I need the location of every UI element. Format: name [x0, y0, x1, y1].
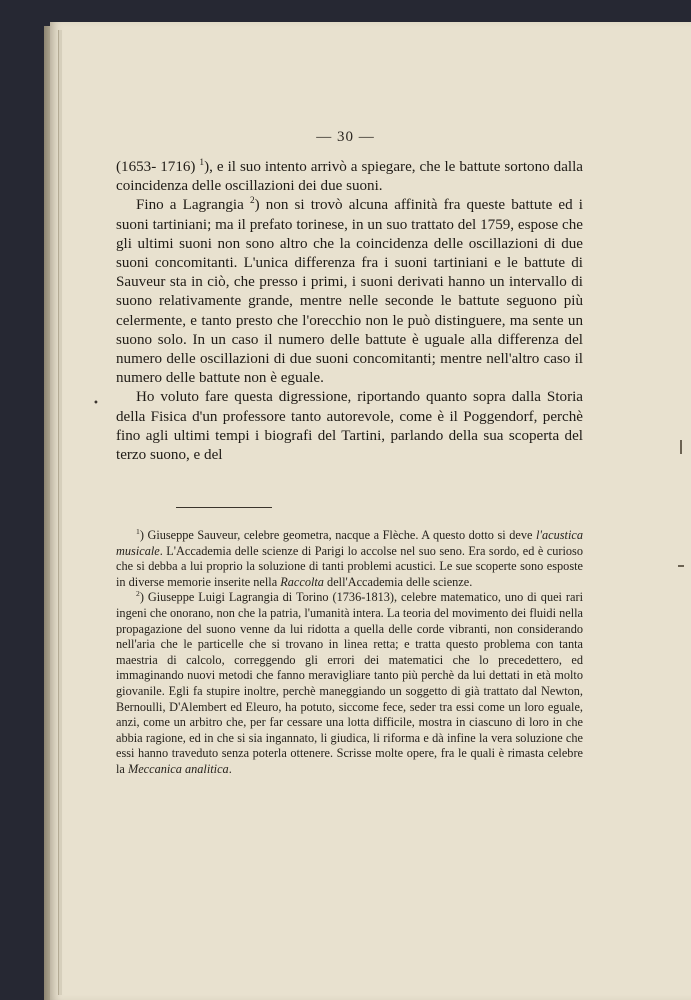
footnotes	[116, 528, 583, 778]
footnote-ref-1: 1	[199, 157, 205, 168]
footnote-separator	[176, 507, 272, 508]
footnote-1-italic: l'acustica musicale	[116, 528, 583, 558]
paragraph-2-text-a: Fino a Lagrangia	[136, 197, 250, 214]
footnote-1-text-b: . L'Accademia delle scienze di Parigi lo accolse nel suo seno. Era sordo, ed è curioso che si debba a lui proprio la soluzione di tanti problemi acustici. Le sue scoperte sono esposte in diverse memorie inserite nella	[116, 543, 583, 589]
paragraph-1-text-a: (1653- 1716)	[116, 159, 200, 175]
main-text	[116, 158, 583, 465]
margin-dot: •	[93, 398, 99, 409]
paragraph-2	[116, 196, 583, 388]
footnote-1-text-c: dell'Accademia delle scienze.	[323, 574, 473, 589]
footnote-ref-2: 2	[249, 196, 255, 207]
paragraph-1-text-b: ), e il suo intento arrivò a spiegare, che le battute sortono dalla coincidenza delle oscillazioni dei due suoni.	[116, 159, 583, 195]
margin-mark	[680, 440, 682, 454]
paragraph-1	[116, 158, 583, 196]
page-number: — 30 —	[316, 129, 375, 145]
page-stack-edge	[58, 30, 62, 995]
footnote-2-text-a: ) Giuseppe Luigi Lagrangia di Torino (1736-1813), celebre matematico, uno di quei rari ingeni che onorano, non che la patria, l'umanità intera. La teoria del movimento dei fluidi nella propagazione del suono venne da lui ridotta a quella delle corde vibranti, non considerando nell'aria che le particelle che si trovano in linea retta; e tratta questo problema con tanta maestria di calcolo, correggendo gli errori dei matematici che lo precedettero, ed immaginando nuovi metodi che fanno meravigliare tanto più perchè da lui dettati in età molto giovanile. Egli fa stupire inoltre, perchè maneggiando un soggetto di già trattato dal Newton, Bernoulli, D'Alembert ed Eleuro, ha potuto, siccome fece, seder tra essi come un loro eguale, anzi, come un arbitro che, per far cessare una lotta difficile, mostra in ciascuno di loro in che abbia ragione, ed in che si sia ingannato, li giudica, li riforma e dà infine la vera soluzione che essi hanno traveduto senza poterla ottenere. Scrisse molte opere, fra le quali è rimasta celebre la	[116, 590, 583, 776]
footnote-1-text-a: ) Giuseppe Sauveur, celebre geometra, nacque a Flèche. A questo dotto si deve	[139, 528, 536, 542]
footnote-2	[116, 590, 583, 777]
footnote-2-marker: 2	[136, 589, 140, 599]
paragraph-3: Ho voluto fare questa digressione, riportando quanto sopra dalla Storia della Fisica d'un professore tanto autorevole, come è il Poggendorf, perchè fino agli ultimi tempi i biografi del Tartini, parlando della sua scoperta del terzo suono, e del	[116, 389, 583, 464]
footnote-2-italic: Meccanica analitica	[127, 761, 229, 776]
margin-mark-2	[678, 565, 684, 567]
footnote-1	[116, 528, 583, 590]
footnote-1-marker: 1	[136, 526, 140, 536]
footnote-2-text-b: .	[228, 761, 232, 776]
paragraph-2-text-b: ) non si trovò alcuna affinità fra queste battute ed i suoni tartiniani; ma il prefato torinese, in un suo trattato del 1759, espose che gli ultimi suoni non sono altro che la coincidenza delle oscillazioni di due suoni concomitanti. L'unica differenza fra i suoni tartiniani e le battute di Sauveur sta in ciò, che presso i primi, i suoni derivati hanno un intervallo di suono relativamente grande, mentre nelle seconde le battute seguono più celermente, e tanto presto che l'orecchio non le può distinguere, ma sente un suono solo. In un caso il numero delle battute è uguale alla differenza del numero delle oscillazioni di due suoni concomitanti; mentre nell'altro caso il numero delle battute non è eguale.	[116, 197, 583, 387]
footnote-1-italic-2: Raccolta	[280, 574, 324, 589]
